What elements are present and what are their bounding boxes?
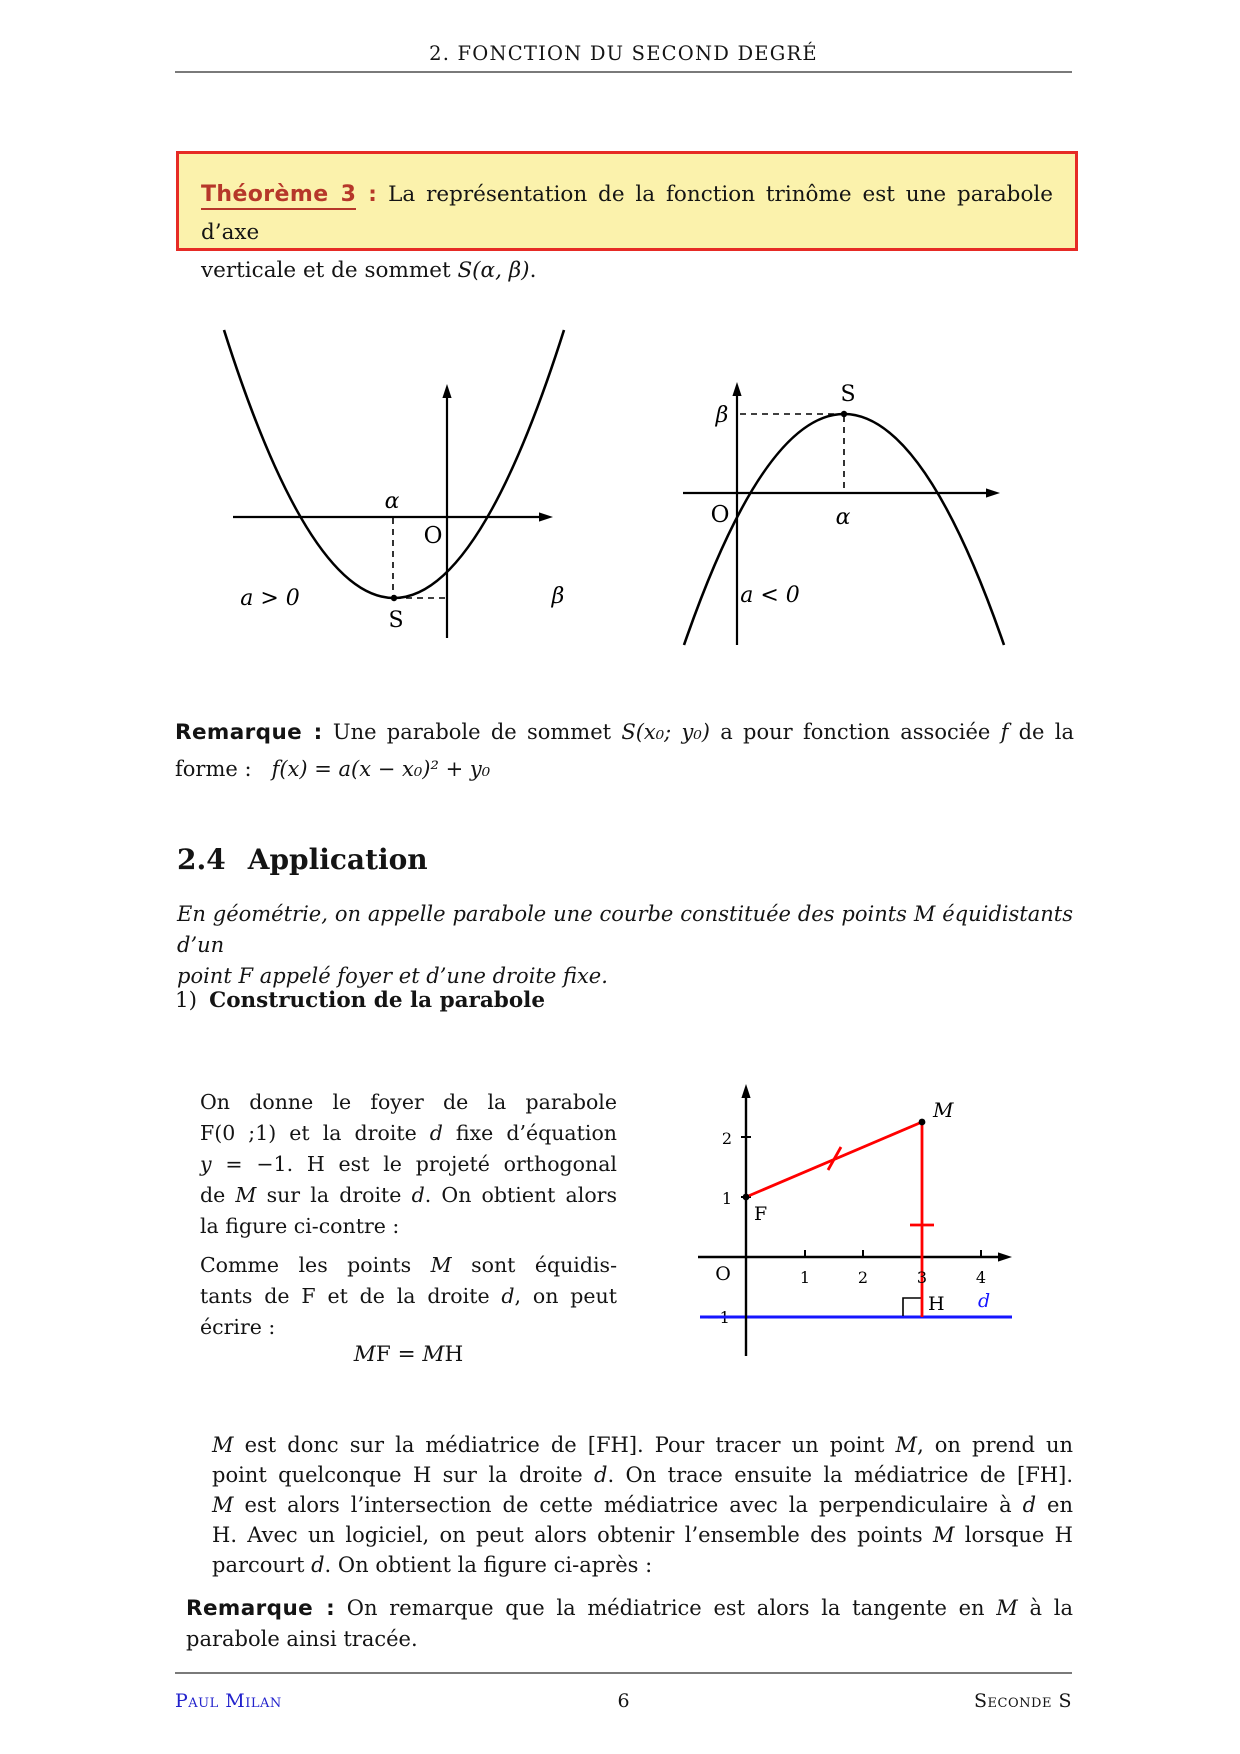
minus-one-label: −1 — [706, 1308, 730, 1327]
col-p2-line-2: tants de F et de la droite d, on peut — [200, 1284, 617, 1308]
item-number: 1) — [175, 988, 198, 1013]
x-tick-label-4: 4 — [975, 1268, 987, 1287]
footer-class-name: Seconde S — [974, 1690, 1072, 1712]
col-p1-line-5: la figure ci-contre : — [200, 1214, 400, 1238]
main-paragraph — [212, 1430, 1073, 1580]
beta-label: β — [715, 403, 729, 428]
main-line-1: M est donc sur la médiatrice de [FH]. Pour tracer un point M, on prend un — [212, 1433, 1074, 1457]
alpha-label: α — [835, 505, 851, 530]
theorem-text-1: La représentation de la fonction trinôme est une parabole d’axe — [201, 182, 1053, 245]
footer-rule — [175, 1672, 1072, 1674]
focus-dot — [743, 1194, 750, 1201]
remark-1-text: Une parabole de sommet S(x₀; y₀) a pour fonction associée f de la — [332, 720, 1074, 744]
intro-line-1: En géométrie, on appelle parabole une courbe constituée des points M équidistants d’un — [177, 902, 1073, 957]
main-line-3: M est alors l’intersection de cette médiatrice avec la perpendiculaire à d en — [212, 1493, 1073, 1517]
remark-2-colon: : — [313, 1596, 336, 1621]
y-axis-arrow-icon — [442, 384, 451, 398]
remark-2-text: On remarque que la médiatrice est alors la tangente en M à la — [346, 1596, 1073, 1620]
section-number: 2.4 — [177, 843, 226, 876]
theorem-colon: : — [356, 182, 378, 207]
vertex-label: S — [840, 382, 856, 407]
origin-label: O — [423, 523, 443, 549]
y-tick-label-2: 2 — [721, 1129, 732, 1148]
vertex-label: S — [388, 608, 404, 633]
list-item-1 — [175, 988, 545, 1013]
col-p1-line-3: y = −1. H est le projeté orthogonal — [200, 1152, 617, 1176]
right-angle-icon — [903, 1298, 922, 1316]
point-M-dot — [919, 1119, 926, 1126]
vertex-dot — [391, 595, 397, 601]
y-axis-arrow-icon — [741, 1084, 750, 1098]
main-line-4: H. Avec un logiciel, on peut alors obtenir l’ensemble des points M lorsque H — [212, 1523, 1073, 1547]
construction-figure — [615, 1080, 1040, 1365]
footer-author: Paul Milan — [175, 1690, 282, 1712]
x-axis-arrow-icon — [998, 1252, 1012, 1261]
point-M-label: M — [933, 1098, 954, 1122]
footer-page-number: 6 — [617, 1690, 630, 1712]
intro-paragraph — [177, 899, 1073, 992]
foot-H-label: H — [928, 1293, 945, 1315]
col-p2-line-1: Comme les points M sont équidis- — [200, 1253, 617, 1277]
page-header-title: 2. FONCTION DU SECOND DEGRÉ — [429, 42, 818, 65]
remark-1-label: Remarque — [175, 720, 303, 745]
directrix-label: d — [978, 1290, 991, 1312]
intro-line-2: point F appelé foyer et d’une droite fixe. — [177, 964, 608, 988]
remark-2-label: Remarque — [186, 1596, 314, 1621]
section-heading — [177, 843, 428, 876]
origin-label: O — [715, 1263, 731, 1285]
col-p1-line-1: On donne le foyer de la parabole — [200, 1090, 617, 1114]
origin-label: O — [710, 502, 730, 528]
x-tick-label-1: 1 — [799, 1268, 811, 1287]
item-title: Construction de la parabole — [209, 988, 546, 1013]
remark-2-line-2: parabole ainsi tracée. — [186, 1627, 418, 1651]
condition-label: a < 0 — [740, 583, 800, 608]
main-line-5: parcourt d. On obtient la figure ci-après : — [212, 1553, 653, 1577]
remark-1-line-1 — [175, 716, 1074, 749]
main-line-2: point quelconque H sur la droite d. On trace ensuite la médiatrice de [FH]. — [212, 1463, 1074, 1487]
col-p1-line-4: de M sur la droite d. On obtient alors — [200, 1183, 617, 1207]
theorem-box — [176, 151, 1078, 283]
theorem-line2: verticale et de sommet S(α, β). — [201, 258, 537, 283]
col-p2-line-3: écrire : — [200, 1315, 276, 1339]
parabola-curve-up — [224, 330, 564, 598]
header-rule — [175, 71, 1072, 73]
vertex-dot — [841, 411, 847, 417]
x-tick-label-2: 2 — [857, 1268, 869, 1287]
condition-label: a > 0 — [240, 586, 300, 611]
beta-label: β — [551, 584, 565, 609]
y-axis-arrow-icon — [732, 382, 741, 396]
x-tick-label-3: 3 — [916, 1268, 928, 1287]
remark-2 — [186, 1593, 1073, 1655]
focus-label: F — [754, 1203, 768, 1225]
parabola-diagram-a-negative — [615, 322, 1040, 652]
remark-2-line-1 — [186, 1593, 1073, 1624]
remark-1-colon: : — [302, 720, 323, 745]
x-axis-arrow-icon — [539, 512, 553, 521]
theorem-label: Théorème 3 — [201, 182, 356, 210]
column-paragraph-2 — [200, 1250, 617, 1343]
col-p1-line-2: F(0 ;1) et la droite d fixe d’équation — [200, 1121, 617, 1145]
column-paragraph-1 — [200, 1087, 617, 1242]
theorem-label-wrap — [201, 182, 377, 210]
section-title: Application — [247, 843, 428, 876]
equation-mf-mh: MF = MH — [353, 1342, 464, 1367]
y-tick-label-1: 1 — [721, 1189, 732, 1208]
x-axis-arrow-icon — [986, 488, 1000, 497]
remark-1-line-2: forme : f(x) = a(x − x₀)² + y₀ — [175, 757, 491, 781]
remark-1 — [175, 716, 1074, 789]
theorem-line1 — [201, 176, 1053, 252]
parabola-diagram-a-positive — [195, 322, 580, 642]
alpha-label: α — [384, 489, 400, 514]
